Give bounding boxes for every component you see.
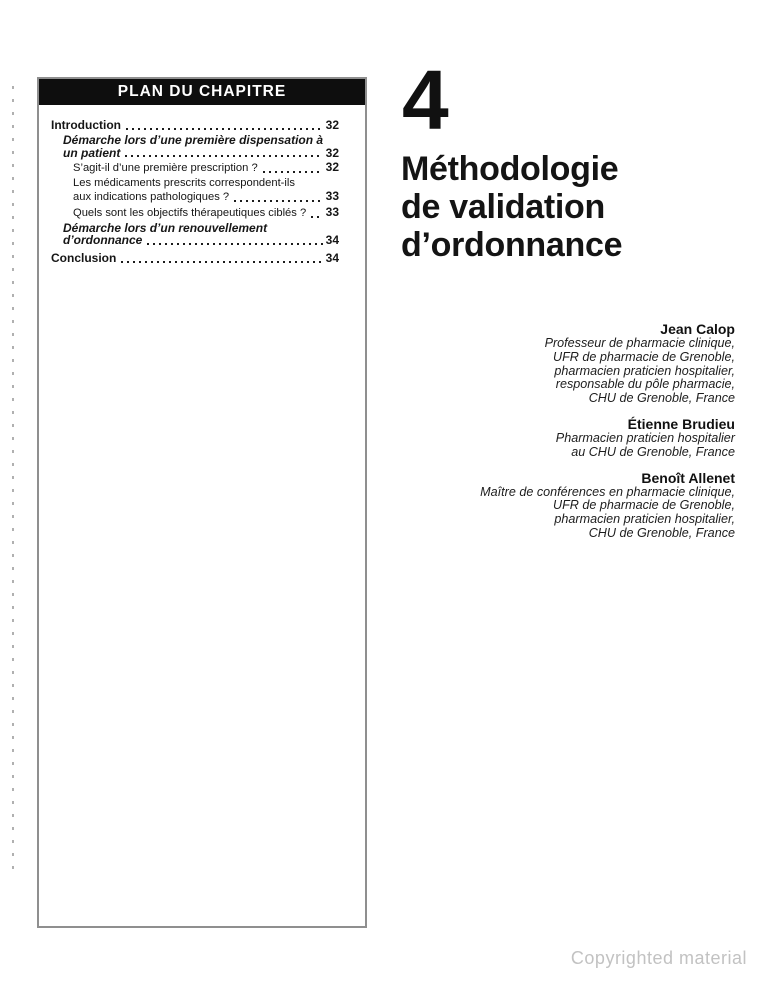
toc-entry <box>51 222 339 248</box>
toc-page-number: 34 <box>325 251 339 266</box>
scan-artifact-line <box>12 86 14 878</box>
toc-page-number: 32 <box>325 118 339 132</box>
author-role: Professeur de pharmacie clinique, <box>544 336 735 350</box>
chapter-plan-title: PLAN DU CHAPITRE <box>117 83 287 100</box>
author-role: UFR de pharmacie de Grenoble, <box>552 349 735 364</box>
authors-block <box>305 322 735 552</box>
toc-entry-label: Démarche lors d’un renouvellement <box>63 220 268 235</box>
toc-dot-leader <box>234 200 323 202</box>
author-name: Benoît Allenet <box>641 469 735 486</box>
author-role: Pharmacien praticien hospitalier <box>555 430 735 445</box>
chapter-title <box>401 150 622 264</box>
toc-dot-leader <box>121 261 322 263</box>
toc-dot-leader <box>311 216 322 218</box>
author-role: Maître de conférences en pharmacie clinique, <box>480 484 735 499</box>
author-block <box>305 417 735 460</box>
author-block <box>305 322 735 406</box>
toc-entry-label: Quels sont les objectifs thérapeutiques ciblés ? <box>73 206 307 219</box>
toc-dot-leader <box>263 171 323 173</box>
author-block <box>305 471 735 541</box>
toc-entry <box>51 161 339 175</box>
author-name: Étienne Brudieu <box>627 415 735 432</box>
toc-entry <box>51 119 339 132</box>
toc-page-number: 33 <box>325 204 339 219</box>
chapter-number: 4 <box>402 53 449 147</box>
toc-entry <box>51 206 339 220</box>
toc-entry <box>51 252 339 265</box>
chapter-title-line-1: Méthodologie <box>401 150 619 188</box>
toc-dot-leader <box>125 155 322 157</box>
toc-entry-label: d’ordonnance <box>63 233 143 248</box>
toc-dot-leader <box>147 243 322 245</box>
author-role: au CHU de Grenoble, France <box>571 444 735 459</box>
copyright-watermark: Copyrighted material <box>570 948 747 968</box>
toc-entry-label: Conclusion <box>51 251 117 266</box>
chapter-plan-header <box>39 79 365 105</box>
toc-entry-label: aux indications pathologiques ? <box>73 190 230 203</box>
toc-entry <box>51 134 339 160</box>
toc-page-number: 32 <box>325 145 339 160</box>
toc-page-number: 33 <box>325 188 339 203</box>
chapter-title-line-3: d’ordonnance <box>401 226 623 264</box>
author-role: UFR de pharmacie de Grenoble, <box>552 498 735 513</box>
chapter-title-line-2: de validation <box>401 188 605 226</box>
toc-page-number: 34 <box>325 233 339 248</box>
toc-page-number: 32 <box>325 160 339 175</box>
author-role: CHU de Grenoble, France <box>588 525 735 540</box>
author-role: pharmacien praticien hospitalier, <box>554 512 735 527</box>
toc-entry-label: S’agit-il d’une première prescription ? <box>73 162 258 175</box>
toc-dot-leader <box>126 128 323 130</box>
author-role: pharmacien praticien hospitalier, <box>554 363 735 378</box>
toc-list <box>39 105 365 265</box>
author-role: responsable du pôle pharmacie, <box>555 377 735 392</box>
author-name: Jean Calop <box>660 321 735 337</box>
toc-entry-label: Introduction <box>51 118 121 132</box>
toc-entry-label: Les médicaments prescrits correspondent-ils <box>73 177 295 190</box>
toc-entry-label: Démarche lors d’une première dispensation à <box>63 132 324 147</box>
author-role: CHU de Grenoble, France <box>588 391 735 406</box>
toc-entry <box>51 177 339 204</box>
toc-entry-label: un patient <box>63 145 121 160</box>
